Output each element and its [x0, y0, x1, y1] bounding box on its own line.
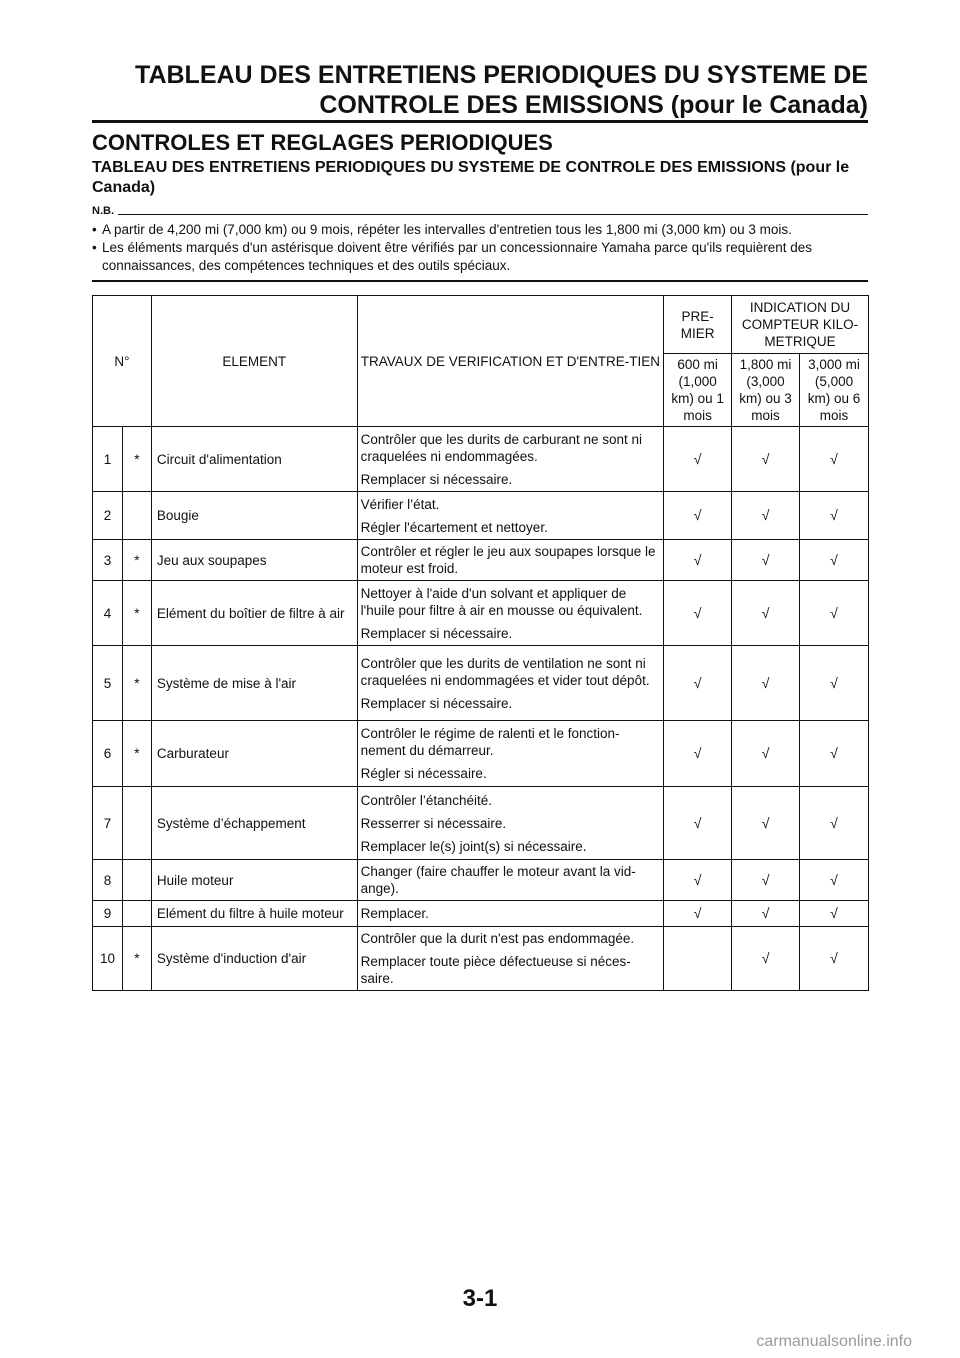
check-mark: √: [800, 721, 869, 787]
check-mark: √: [732, 646, 800, 721]
row-element: Système de mise à l'air: [151, 646, 357, 721]
row-number: 3: [93, 540, 123, 581]
work-step: Contrôler le régime de ralenti et le fonction-nement du démarreur.: [360, 726, 620, 758]
dealer-mark: *: [122, 540, 151, 581]
header-interval-2: 1,800 mi (3,000 km) ou 3 mois: [732, 354, 800, 427]
row-work: [357, 427, 663, 492]
check-mark: √: [664, 581, 732, 646]
check-mark: √: [732, 927, 800, 991]
row-element: Carburateur: [151, 721, 357, 787]
note-block: [92, 206, 868, 282]
row-number: 4: [93, 581, 123, 646]
table-row: [93, 492, 869, 540]
row-number: 9: [93, 901, 123, 927]
row-work: [357, 721, 663, 787]
table-row: [93, 787, 869, 860]
maintenance-table: [92, 295, 869, 991]
table-row: [93, 646, 869, 721]
table-body: [93, 427, 869, 991]
note-bottom-rule: [92, 280, 868, 282]
row-element: Huile moteur: [151, 860, 357, 901]
work-step: Remplacer.: [360, 906, 429, 921]
row-work: [357, 901, 663, 927]
header-odometer: INDICATION DU COMPTEUR KILO-METRIQUE: [732, 296, 869, 354]
table-row: [93, 581, 869, 646]
work-step: Remplacer si nécessaire.: [360, 625, 513, 641]
row-element: Jeu aux soupapes: [151, 540, 357, 581]
dealer-mark: [122, 787, 151, 860]
work-step: Resserrer si nécessaire.: [360, 815, 507, 831]
dealer-mark: *: [122, 427, 151, 492]
check-mark: √: [800, 427, 869, 492]
row-element: Système d'induction d'air: [151, 927, 357, 991]
work-step: Vérifier l’état.: [360, 496, 440, 512]
work-step: Contrôler que les durits de carburant ne sont ni craquelées ni endommagées.: [360, 431, 643, 464]
dealer-mark: *: [122, 646, 151, 721]
work-step: Changer (faire chauffer le moteur avant la vid-ange).: [360, 864, 636, 896]
dealer-mark: *: [122, 721, 151, 787]
row-number: 8: [93, 860, 123, 901]
row-work: [357, 492, 663, 540]
check-mark: √: [732, 721, 800, 787]
work-step: Contrôler l’étanchéité.: [360, 792, 492, 808]
check-mark: √: [664, 492, 732, 540]
work-step: Remplacer si nécessaire.: [360, 695, 513, 711]
row-element: Elément du boîtier de filtre à air: [151, 581, 357, 646]
note-label: N.B.: [92, 205, 114, 217]
dealer-mark: [122, 860, 151, 901]
row-element: Circuit d'alimentation: [151, 427, 357, 492]
check-mark: √: [800, 787, 869, 860]
table-row: [93, 721, 869, 787]
check-mark: √: [800, 646, 869, 721]
check-mark: √: [664, 646, 732, 721]
check-mark: √: [800, 492, 869, 540]
check-mark: √: [664, 427, 732, 492]
work-step: Remplacer toute pièce défectueuse si néces-saire.: [360, 954, 631, 986]
row-number: 10: [93, 927, 123, 991]
check-mark: √: [732, 581, 800, 646]
check-mark: √: [800, 860, 869, 901]
row-element: Bougie: [151, 492, 357, 540]
table-row: [93, 927, 869, 991]
header-title-line1: TABLEAU DES ENTRETIENS PERIODIQUES DU SYSTEME DE: [135, 61, 868, 89]
row-number: 2: [93, 492, 123, 540]
check-mark: [664, 927, 732, 991]
check-mark: √: [732, 860, 800, 901]
header-interval-1: 600 mi (1,000 km) ou 1 mois: [664, 354, 732, 427]
check-mark: √: [664, 901, 732, 927]
page-number: 3-1: [462, 1285, 498, 1312]
note-item: • A partir de 4,200 mi (7,000 km) ou 9 mois, répéter les intervalles d'entretien tous les 1,800 mi (3,000 km) ou 3 mois.: [92, 221, 868, 239]
row-number: 6: [93, 721, 123, 787]
row-work: [357, 540, 663, 581]
work-step: Nettoyer à l'aide d'un solvant et appliquer de l'huile pour filtre à air en mousse ou équivalent.: [360, 585, 643, 618]
row-work: [357, 787, 663, 860]
header-title-line2: CONTROLE DES EMISSIONS (pour le Canada): [319, 91, 868, 119]
note-list: [92, 221, 868, 275]
table-row: [93, 427, 869, 492]
work-step: Régler l'écartement et nettoyer.: [360, 519, 548, 535]
note-item: • Les éléments marqués d'un astérisque doivent être vérifiés par un concessionnaire Yamaha parce qu'ils requièrent des connaissances, des compétences techniques et des outils spéciaux.: [92, 239, 868, 275]
check-mark: √: [732, 492, 800, 540]
check-mark: √: [664, 787, 732, 860]
row-number: 1: [93, 427, 123, 492]
page-header: [92, 60, 868, 120]
table-row: [93, 860, 869, 901]
dealer-mark: *: [122, 927, 151, 991]
header-interval-3: 3,000 mi (5,000 km) ou 6 mois: [800, 354, 869, 427]
dealer-mark: *: [122, 581, 151, 646]
row-work: [357, 646, 663, 721]
section-title: CONTROLES ET REGLAGES PERIODIQUES: [92, 130, 553, 155]
work-step: Régler si nécessaire.: [360, 766, 487, 781]
work-step: Remplacer si nécessaire.: [360, 471, 513, 487]
work-step: Remplacer le(s) joint(s) si nécessaire.: [360, 838, 587, 854]
watermark: carmanualsonline.info: [756, 1333, 912, 1350]
row-number: 5: [93, 646, 123, 721]
row-element: Système d’échappement: [151, 787, 357, 860]
row-work: [357, 581, 663, 646]
header-first: PRE-MIER: [664, 296, 732, 354]
check-mark: √: [732, 901, 800, 927]
check-mark: √: [664, 540, 732, 581]
table-row: [93, 540, 869, 581]
header-rule: [92, 120, 868, 123]
subsection-title: TABLEAU DES ENTRETIENS PERIODIQUES DU SYSTEME DE CONTROLE DES EMISSIONS (pour le Canada): [92, 159, 850, 196]
check-mark: √: [800, 927, 869, 991]
work-step: Contrôler et régler le jeu aux soupapes lorsque le moteur est froid.: [360, 544, 656, 576]
check-mark: √: [800, 540, 869, 581]
dealer-mark: [122, 901, 151, 927]
row-work: [357, 927, 663, 991]
header-work: TRAVAUX DE VERIFICATION ET D'ENTRE-TIEN: [357, 296, 663, 427]
check-mark: √: [800, 901, 869, 927]
check-mark: √: [800, 581, 869, 646]
header-element: ELEMENT: [151, 296, 357, 427]
row-element: Elément du filtre à huile moteur: [151, 901, 357, 927]
check-mark: √: [664, 860, 732, 901]
row-number: 7: [93, 787, 123, 860]
table-row: [93, 901, 869, 927]
check-mark: √: [664, 721, 732, 787]
note-rule: [118, 214, 868, 215]
row-work: [357, 860, 663, 901]
work-step: Contrôler que la durit n'est pas endommagée.: [360, 931, 635, 946]
dealer-mark: [122, 492, 151, 540]
check-mark: √: [732, 787, 800, 860]
work-step: Contrôler que les durits de ventilation ne sont ni craquelées ni endommagées et vider tout dépôt.: [360, 655, 650, 688]
check-mark: √: [732, 427, 800, 492]
header-no: N°: [93, 296, 152, 427]
check-mark: √: [732, 540, 800, 581]
